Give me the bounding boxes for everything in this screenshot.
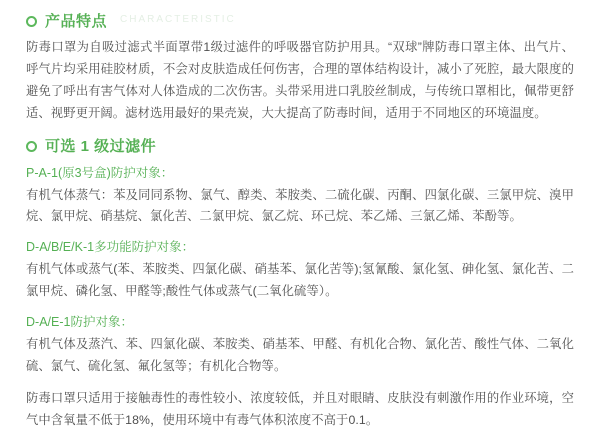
list-item: [26, 237, 574, 303]
section-header-product-features: [26, 14, 574, 29]
filter-description: 有机气体蒸气：苯及同同系物、氯气、醇类、苯胺类、二硫化碳、丙酮、四氯化碳、三氯甲烷、溴甲烷、氯甲烷、硝基烷、氯化苦、二氯甲烷、氯乙烷、环己烷、苯乙烯、三氯乙烯、苯酚等。: [26, 187, 574, 224]
list-item: [26, 163, 574, 229]
section-header-filter-options: [26, 139, 574, 154]
document-page: [0, 14, 600, 443]
section-title: 产品特点: [45, 13, 108, 30]
ring-bullet-icon: [26, 16, 37, 27]
watermark-text: CHARACTERISTIC: [120, 14, 236, 25]
product-features-paragraph: 防毒口罩为自吸过滤式半面罩带1级过滤件的呼吸器官防护用具。“双球”牌防毒口罩主体、出气片、呼气片均采用硅胶材质，不会对皮肤造成任何伤害，合理的罩体结构设计，减小了死腔，最大限度的避免了呼出有害气体对人体造成的二次伤害。头带采用进口乳胶丝制成，与传统口罩相比，佩带更舒适、视野更开阔。滤材选用最好的果壳炭，大大提高了防毒时间，适用于不同地区的环境温度。: [26, 40, 574, 120]
filter-label: D-A/E-1防护对象：: [26, 315, 133, 329]
filter-description: 有机气体或蒸气(苯、苯胺类、四氯化碳、硝基苯、氯化苦等);氢氰酸、氯化氢、砷化氢、氯化苦、二氯甲烷、磷化氢、甲醛等;酸性气体或蒸气(二氧化硫等）。: [26, 262, 574, 299]
footer-note: 防毒口罩只适用于接触毒性的毒性较小、浓度较低，并且对眼睛、皮肤没有刺激作用的作业环境，空气中含氧量不低于18%，使用环境中有毒气体积浓度不高于0.1。: [26, 390, 574, 427]
filter-description: 有机气体及蒸汽、苯、四氯化碳、苯胺类、硝基苯、甲醛、有机化合物、氯化苦、酸性气体、二氧化硫、氯气、硫化氢、氟化氢等；有机化合物等。: [26, 337, 574, 373]
list-item: [26, 312, 574, 378]
ring-bullet-icon: [26, 141, 37, 152]
footer-notes: [26, 388, 574, 432]
filter-list: [26, 163, 574, 378]
section-title: 可选 1 级过滤件: [45, 137, 157, 155]
filter-label: P-A-1(原3号盒)防护对象：: [26, 165, 174, 180]
filter-label: D-A/B/E/K-1多功能防护对象：: [26, 240, 195, 255]
